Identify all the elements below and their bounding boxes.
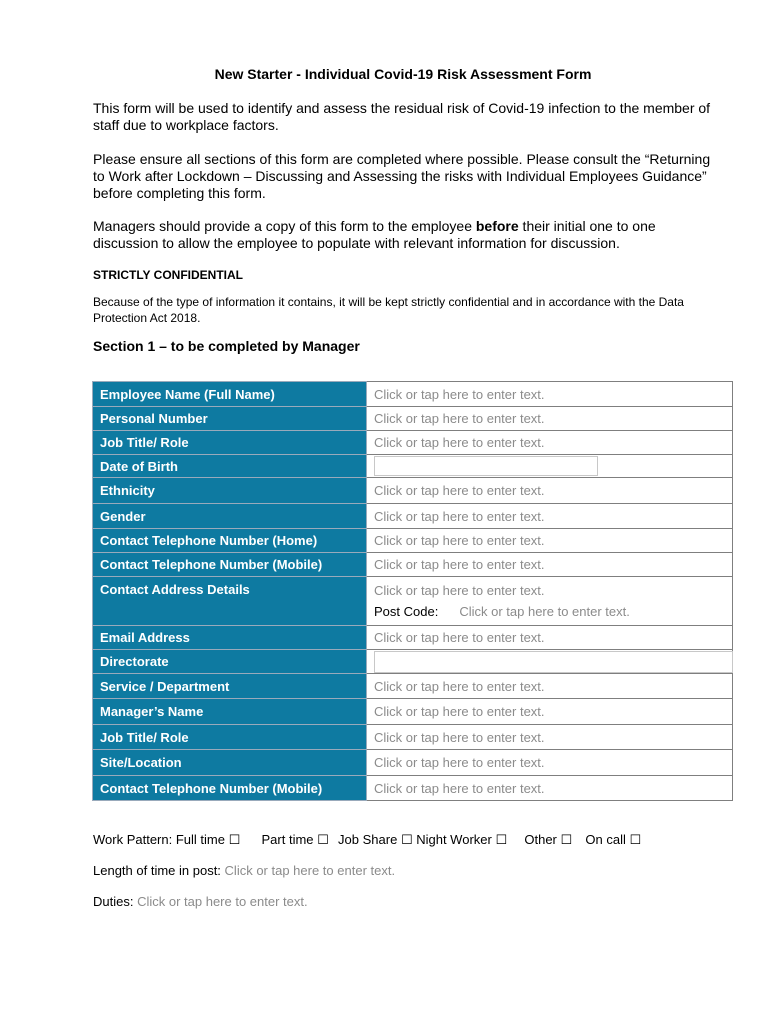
mgr-job-title-field[interactable]: Click or tap here to enter text. [367, 725, 733, 750]
intro-p3-start: Managers should provide a copy of this form to the employee [93, 218, 476, 234]
address-cell [367, 577, 733, 626]
gender-field[interactable]: Click or tap here to enter text. [367, 504, 733, 529]
label-employee-name: Employee Name (Full Name) [93, 382, 367, 407]
table-row [93, 577, 733, 626]
table-row [93, 478, 733, 504]
label-manager-name: Manager’s Name [93, 699, 367, 725]
job-share-checkbox[interactable]: ☐ [400, 832, 413, 847]
table-row [93, 431, 733, 455]
table-row [93, 382, 733, 407]
table-row [93, 504, 733, 529]
table-row [93, 699, 733, 725]
service-field[interactable]: Click or tap here to enter text. [367, 674, 733, 699]
label-job-title: Job Title/ Role [93, 431, 367, 455]
night-worker-checkbox[interactable]: ☐ [495, 832, 508, 847]
intro-paragraph-3 [93, 218, 713, 252]
ethnicity-field[interactable]: Click or tap here to enter text. [367, 478, 733, 504]
label-address: Contact Address Details [93, 577, 367, 626]
address-field[interactable]: Click or tap here to enter text. [374, 583, 545, 598]
directorate-cell [367, 650, 733, 674]
table-row [93, 407, 733, 431]
table-row [93, 776, 733, 801]
table-row [93, 750, 733, 776]
on-call-label: On call [585, 832, 626, 847]
directorate-dropdown[interactable] [374, 651, 733, 673]
section1-heading: Section 1 – to be completed by Manager [93, 338, 360, 354]
confidential-text: Because of the type of information it contains, it will be kept strictly confidential and in accordance with the Data Protection Act 2018. [93, 295, 684, 325]
site-field[interactable]: Click or tap here to enter text. [367, 750, 733, 776]
manager-section-table [92, 381, 733, 801]
post-code-label: Post Code: [374, 604, 439, 619]
table-row [93, 626, 733, 650]
intro-p3-end: their initial one to one discussion to allow the employee to populate with relevant information for discussion. [93, 218, 656, 251]
confidential-heading: STRICTLY CONFIDENTIAL [93, 268, 244, 282]
label-tel-home: Contact Telephone Number (Home) [93, 529, 367, 553]
length-in-post-label: Length of time in post: [93, 863, 221, 878]
tel-home-field[interactable]: Click or tap here to enter text. [367, 529, 733, 553]
intro-paragraph-2: Please ensure all sections of this form are completed where possible. Please consult the “Returning to Work after Lockdown – Discussing and Assessing the risks with Individual Employees Guidance” before completing this form. [93, 151, 711, 201]
personal-number-field[interactable]: Click or tap here to enter text. [367, 407, 733, 431]
label-personal-number: Personal Number [93, 407, 367, 431]
label-mgr-job-title: Job Title/ Role [93, 725, 367, 750]
work-pattern-line [93, 832, 641, 848]
other-label: Other [524, 832, 557, 847]
date-of-birth-field[interactable] [374, 456, 598, 476]
job-title-field[interactable]: Click or tap here to enter text. [367, 431, 733, 455]
length-in-post-field[interactable]: Click or tap here to enter text. [224, 863, 396, 878]
label-gender: Gender [93, 504, 367, 529]
table-row [93, 553, 733, 577]
page-title: New Starter - Individual Covid-19 Risk Assessment Form [214, 66, 592, 82]
other-checkbox[interactable]: ☐ [560, 832, 573, 847]
duties-label: Duties: [93, 894, 134, 909]
label-date-of-birth: Date of Birth [93, 455, 367, 478]
email-field[interactable]: Click or tap here to enter text. [367, 626, 733, 650]
full-time-checkbox[interactable]: ☐ [228, 832, 241, 847]
intro-p3-bold: before [475, 218, 519, 234]
night-worker-label: Night Worker [416, 832, 492, 847]
label-ethnicity: Ethnicity [93, 478, 367, 504]
part-time-checkbox[interactable]: ☐ [317, 832, 329, 847]
mgr-tel-mobile-field[interactable]: Click or tap here to enter text. [367, 776, 733, 801]
job-share-label: Job Share [338, 832, 398, 847]
table-row [93, 650, 733, 674]
post-code-field[interactable]: Click or tap here to enter text. [459, 604, 630, 619]
employee-name-field[interactable]: Click or tap here to enter text. [367, 382, 733, 407]
label-directorate: Directorate [93, 650, 367, 674]
label-site: Site/Location [93, 750, 367, 776]
label-tel-mobile: Contact Telephone Number (Mobile) [93, 553, 367, 577]
length-in-post-line [93, 863, 395, 878]
label-email: Email Address [93, 626, 367, 650]
duties-field[interactable]: Click or tap here to enter text. [137, 894, 308, 909]
date-of-birth-cell [367, 455, 733, 478]
work-pattern-label: Work Pattern: Full time [93, 832, 225, 847]
table-row [93, 529, 733, 553]
tel-mobile-field[interactable]: Click or tap here to enter text. [367, 553, 733, 577]
label-service: Service / Department [93, 674, 367, 699]
duties-line [93, 894, 308, 909]
manager-name-field[interactable]: Click or tap here to enter text. [367, 699, 733, 725]
table-row [93, 455, 733, 478]
part-time-label: Part time [261, 832, 314, 847]
table-row [93, 674, 733, 699]
table-row [93, 725, 733, 750]
intro-paragraph-1: This form will be used to identify and assess the residual risk of Covid-19 infection to the member of staff due to workplace factors. [93, 100, 711, 133]
on-call-checkbox[interactable]: ☐ [629, 832, 642, 847]
label-mgr-tel-mobile: Contact Telephone Number (Mobile) [93, 776, 367, 801]
